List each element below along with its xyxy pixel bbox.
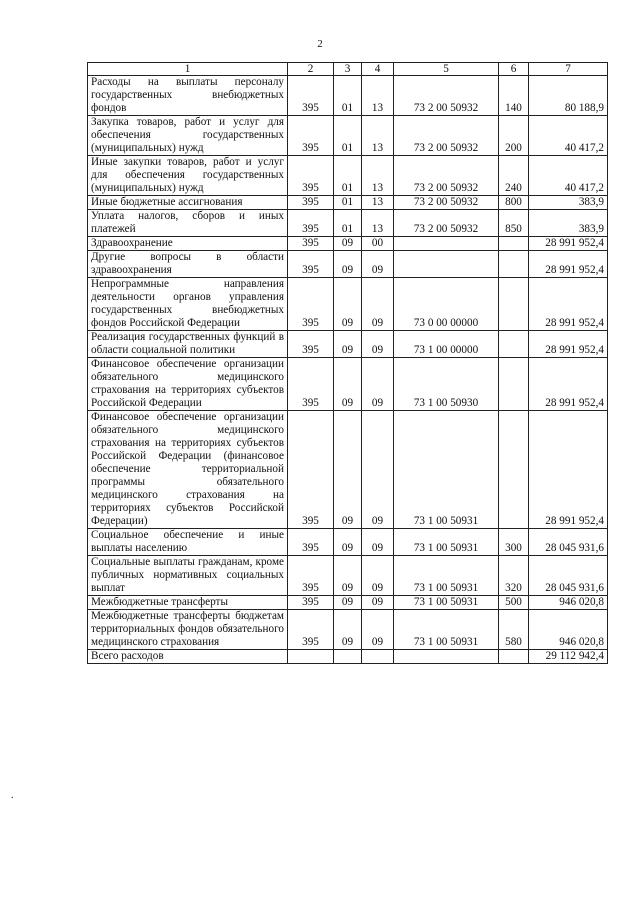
- target-article-cell: 73 1 00 50931: [394, 596, 499, 610]
- subsection-code-cell: 13: [362, 196, 394, 210]
- column-header: 7: [529, 63, 608, 76]
- expense-type-cell: 500: [499, 596, 529, 610]
- row-label: Социальное обеспечение и иные выплаты населению: [88, 529, 288, 556]
- subsection-code-cell: 09: [362, 596, 394, 610]
- section-code-cell: 01: [334, 116, 362, 156]
- subsection-code-cell: 09: [362, 358, 394, 411]
- row-label: Финансовое обеспечение организации обязательного медицинского страхования на территориях субъектов Российской Федерации: [88, 358, 288, 411]
- section-code-cell: 09: [334, 237, 362, 251]
- amount-cell: 28 991 952,4: [529, 358, 608, 411]
- ministry-code-cell: 395: [288, 411, 334, 529]
- subsection-code-cell: 09: [362, 331, 394, 358]
- expense-type-cell: 800: [499, 196, 529, 210]
- table-row: [88, 650, 608, 664]
- target-article-cell: 73 1 00 50931: [394, 556, 499, 596]
- row-label: Другие вопросы в области здравоохранения: [88, 251, 288, 278]
- table-row: [88, 610, 608, 650]
- margin-mark: .: [11, 790, 14, 801]
- amount-cell: 40 417,2: [529, 156, 608, 196]
- target-article-cell: [394, 650, 499, 664]
- column-header: 2: [288, 63, 334, 76]
- row-label: Реализация государственных функций в области социальной политики: [88, 331, 288, 358]
- ministry-code-cell: 395: [288, 116, 334, 156]
- expense-type-cell: [499, 411, 529, 529]
- amount-cell: 28 991 952,4: [529, 331, 608, 358]
- amount-cell: 28 991 952,4: [529, 251, 608, 278]
- budget-expenditure-table: [87, 62, 608, 664]
- target-article-cell: 73 2 00 50932: [394, 116, 499, 156]
- target-article-cell: [394, 251, 499, 278]
- table-row: [88, 76, 608, 116]
- subsection-code-cell: 09: [362, 529, 394, 556]
- target-article-cell: 73 1 00 50930: [394, 358, 499, 411]
- amount-cell: 28 991 952,4: [529, 237, 608, 251]
- subsection-code-cell: 09: [362, 610, 394, 650]
- section-code-cell: 09: [334, 278, 362, 331]
- ministry-code-cell: 395: [288, 331, 334, 358]
- amount-cell: 383,9: [529, 210, 608, 237]
- row-label: Всего расходов: [88, 650, 288, 664]
- expense-type-cell: [499, 278, 529, 331]
- ministry-code-cell: 395: [288, 556, 334, 596]
- expense-type-cell: 240: [499, 156, 529, 196]
- ministry-code-cell: 395: [288, 210, 334, 237]
- subsection-code-cell: 00: [362, 237, 394, 251]
- target-article-cell: 73 2 00 50932: [394, 156, 499, 196]
- row-label: Социальные выплаты гражданам, кроме публичных нормативных социальных выплат: [88, 556, 288, 596]
- section-code-cell: 09: [334, 331, 362, 358]
- row-label: Закупка товаров, работ и услуг для обеспечения государственных (муниципальных) нужд: [88, 116, 288, 156]
- target-article-cell: 73 2 00 50932: [394, 76, 499, 116]
- section-code-cell: 09: [334, 556, 362, 596]
- column-header: 1: [88, 63, 288, 76]
- column-number-header-row: [88, 63, 608, 76]
- column-header: 3: [334, 63, 362, 76]
- section-code-cell: 09: [334, 596, 362, 610]
- row-label: Расходы на выплаты персоналу государственных внебюджетных фондов: [88, 76, 288, 116]
- section-code-cell: 01: [334, 76, 362, 116]
- target-article-cell: 73 1 00 00000: [394, 331, 499, 358]
- ministry-code-cell: 395: [288, 358, 334, 411]
- amount-cell: 28 991 952,4: [529, 411, 608, 529]
- subsection-code-cell: 09: [362, 251, 394, 278]
- amount-cell: 29 112 942,4: [529, 650, 608, 664]
- table-row: [88, 237, 608, 251]
- target-article-cell: 73 1 00 50931: [394, 411, 499, 529]
- subsection-code-cell: [362, 650, 394, 664]
- expense-type-cell: 850: [499, 210, 529, 237]
- row-label: Непрограммные направления деятельности органов управления государственных внебюджетных фондов Российской Федерации: [88, 278, 288, 331]
- table-row: [88, 556, 608, 596]
- ministry-code-cell: 395: [288, 196, 334, 210]
- table-row: [88, 411, 608, 529]
- ministry-code-cell: 395: [288, 156, 334, 196]
- column-header: 4: [362, 63, 394, 76]
- expense-type-cell: 300: [499, 529, 529, 556]
- section-code-cell: 09: [334, 358, 362, 411]
- target-article-cell: 73 1 00 50931: [394, 610, 499, 650]
- section-code-cell: 01: [334, 156, 362, 196]
- row-label: Уплата налогов, сборов и иных платежей: [88, 210, 288, 237]
- subsection-code-cell: 09: [362, 556, 394, 596]
- row-label: Финансовое обеспечение организации обязательного медицинского страхования на территориях субъектов Российской Федерации (финансовое обеспечение территориальной программы обязательного медицинского страхования на территориях субъектов Российской Федерации): [88, 411, 288, 529]
- section-code-cell: 09: [334, 411, 362, 529]
- expense-type-cell: [499, 358, 529, 411]
- expense-type-cell: [499, 237, 529, 251]
- ministry-code-cell: 395: [288, 251, 334, 278]
- row-label: Межбюджетные трансферты бюджетам территориальных фондов обязательного медицинского страхования: [88, 610, 288, 650]
- row-label: Здравоохранение: [88, 237, 288, 251]
- row-label: Межбюджетные трансферты: [88, 596, 288, 610]
- section-code-cell: 01: [334, 196, 362, 210]
- row-label: Иные закупки товаров, работ и услуг для обеспечения государственных (муниципальных) нужд: [88, 156, 288, 196]
- ministry-code-cell: 395: [288, 529, 334, 556]
- section-code-cell: 01: [334, 210, 362, 237]
- target-article-cell: 73 2 00 50932: [394, 210, 499, 237]
- expense-type-cell: 200: [499, 116, 529, 156]
- table-row: [88, 331, 608, 358]
- table-row: [88, 156, 608, 196]
- subsection-code-cell: 09: [362, 411, 394, 529]
- page-number: 2: [317, 38, 323, 50]
- target-article-cell: 73 2 00 50932: [394, 196, 499, 210]
- ministry-code-cell: 395: [288, 237, 334, 251]
- ministry-code-cell: [288, 650, 334, 664]
- subsection-code-cell: 13: [362, 76, 394, 116]
- amount-cell: 40 417,2: [529, 116, 608, 156]
- expense-type-cell: 580: [499, 610, 529, 650]
- table-row: [88, 358, 608, 411]
- expense-type-cell: 320: [499, 556, 529, 596]
- table-row: [88, 529, 608, 556]
- target-article-cell: [394, 237, 499, 251]
- amount-cell: 946 020,8: [529, 596, 608, 610]
- table-row: [88, 278, 608, 331]
- subsection-code-cell: 13: [362, 116, 394, 156]
- expense-type-cell: [499, 650, 529, 664]
- amount-cell: 28 045 931,6: [529, 529, 608, 556]
- table-row: [88, 116, 608, 156]
- section-code-cell: 09: [334, 529, 362, 556]
- table-row: [88, 210, 608, 237]
- ministry-code-cell: 395: [288, 610, 334, 650]
- amount-cell: 28 991 952,4: [529, 278, 608, 331]
- expense-type-cell: 140: [499, 76, 529, 116]
- target-article-cell: 73 0 00 00000: [394, 278, 499, 331]
- expense-type-cell: [499, 251, 529, 278]
- subsection-code-cell: 13: [362, 156, 394, 196]
- subsection-code-cell: 09: [362, 278, 394, 331]
- section-code-cell: [334, 650, 362, 664]
- section-code-cell: 09: [334, 610, 362, 650]
- amount-cell: 946 020,8: [529, 610, 608, 650]
- column-header: 6: [499, 63, 529, 76]
- ministry-code-cell: 395: [288, 76, 334, 116]
- amount-cell: 383,9: [529, 196, 608, 210]
- subsection-code-cell: 13: [362, 210, 394, 237]
- target-article-cell: 73 1 00 50931: [394, 529, 499, 556]
- amount-cell: 80 188,9: [529, 76, 608, 116]
- section-code-cell: 09: [334, 251, 362, 278]
- table-row: [88, 596, 608, 610]
- ministry-code-cell: 395: [288, 596, 334, 610]
- table-row: [88, 251, 608, 278]
- table-row: [88, 196, 608, 210]
- column-header: 5: [394, 63, 499, 76]
- ministry-code-cell: 395: [288, 278, 334, 331]
- expense-type-cell: [499, 331, 529, 358]
- amount-cell: 28 045 931,6: [529, 556, 608, 596]
- row-label: Иные бюджетные ассигнования: [88, 196, 288, 210]
